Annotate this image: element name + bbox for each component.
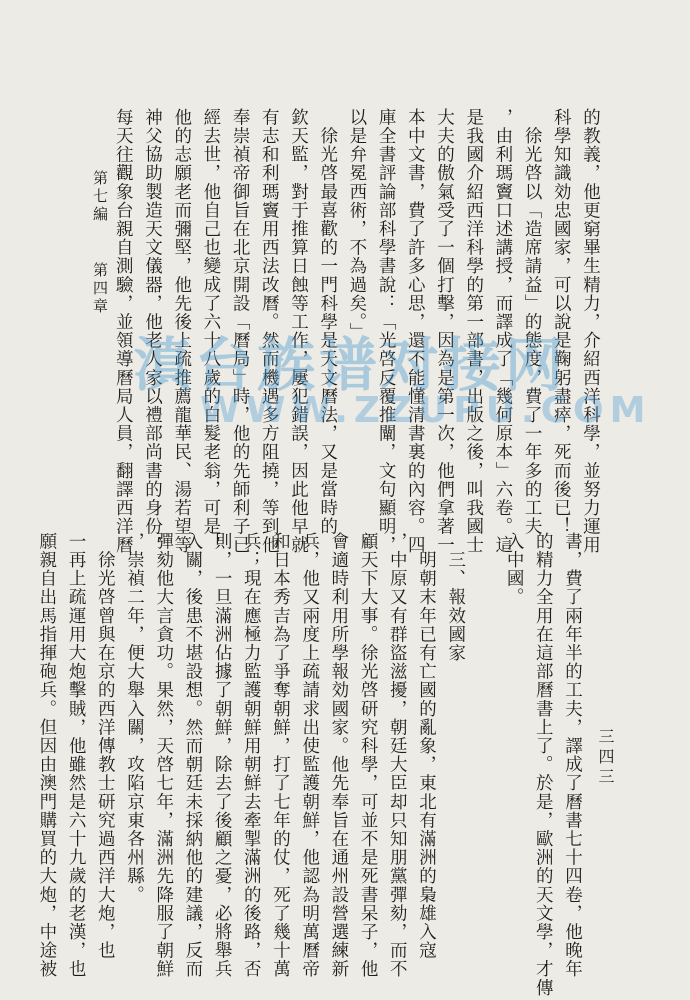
text-column: 的教義，他更窮畢生精力，介紹西洋科學，並努力運用 [580, 108, 601, 555]
text-column: 明朝末年已有亡國的亂象，東北有滿洲的梟雄入寇 [416, 532, 437, 960]
text-column: 入中國。 [504, 532, 525, 607]
watermark-url: WWW.ZZUPU.COM [200, 390, 652, 431]
text-column: 的精力全用在這部曆書上了。於是，歐洲的天文學，才傳 [533, 532, 554, 997]
part-header: 第七編 [91, 170, 109, 224]
text-column: ，中原又有群盜滋擾，朝廷大臣却只知朋黨彈劾，而不 [387, 532, 408, 979]
text-column: 庫全書評論部科學書說：「光啓反覆推闡，文句顯明， [376, 108, 397, 555]
watermark-text: 滇台族谱对接网 [132, 331, 567, 399]
text-column: 徐光啓最喜歡的一門科學是天文曆法，又是當時的 [317, 108, 338, 536]
text-column: 會適時利用所學報効國家。他先奉旨在通州設營選練新 [328, 532, 349, 979]
text-column: 是我國介紹西洋科學的第一部書，出版之後，叫我國士 [463, 108, 484, 555]
text-column: 他的志願老而彌堅，他先後上疏推薦龍華民、湯若望等 [171, 108, 192, 555]
chapter-header: 第四章 [91, 262, 109, 316]
text-column: ，崇禎二年，便大舉入關，攻陷京東各州縣。 [124, 532, 145, 904]
page-number: 三四三 [596, 728, 615, 788]
text-column: 本中文書，費了許多心思，還不能懂清書裏的內容。四 [405, 108, 426, 555]
text-column: 入關，後患不堪設想。然而朝廷未採納他的建議，反而 [182, 532, 203, 979]
text-column: 兵，他又兩度上疏請求出使監護朝鮮，他認為明萬曆帝 [299, 532, 320, 979]
text-column: 以是弁冕西術，不為過矣。」 [346, 108, 367, 342]
text-column: ，由利瑪竇口述講授，而譯成了「幾何原本」六卷。這 [492, 108, 513, 555]
text-column: 科學知識効忠國家，可以說是鞠躬盡瘁，死而後已！ [551, 108, 572, 536]
text-column: 願親自出馬指揮砲兵。但因由澳門購買的大炮，中途被 [36, 532, 57, 979]
text-column: 每天往觀象台親自測驗，並領導曆局人員，翻譯西洋曆 [113, 108, 134, 555]
text-column: 和日本秀吉為了爭奪朝鮮，打了七年的仗，死了幾十萬 [270, 532, 291, 979]
text-column: 欽天監，對于推算日蝕等工作，屢犯錯誤，因此他早就 [288, 108, 309, 555]
text-column: 彈劾他大言貪功。果然，天啓七年，滿洲先降服了朝鮮 [153, 532, 174, 979]
text-column: 經去世，他自己也變成了六十八歲的白髮老翁，可是， [200, 108, 221, 555]
text-column: 則，一旦滿洲佔據了朝鮮，除去了後顧之憂，必將舉兵 [212, 532, 233, 979]
text-column: 徐光啓以「造席請益」的態度，費了一年多的工夫 [522, 108, 543, 536]
text-column: 奉崇禎帝御旨在北京開設「曆局」時，他的先師利子已 [230, 108, 251, 555]
text-column: 兵；現在應極力監護朝鮮用朝鮮去牽掣滿洲的後路，否 [241, 532, 262, 979]
text-column: 三、報效國家 [445, 532, 466, 663]
text-column: 大夫的傲氣受了一個打擊，因為是第一次，他們拿著一 [434, 108, 455, 555]
text-column: 有志和利瑪竇用西法改曆。然而機遇多方阻撓，等到他 [259, 108, 280, 555]
text-column: 顧天下大事。徐光啓研究科學，可並不是死書呆子，他 [358, 532, 379, 979]
text-column: 一再上疏運用大炮擊賊，他雖然是六十九歲的老漢，也 [66, 532, 87, 979]
text-column: 神父協助製造天文儀器，他老人家以禮部尚書的身份， [142, 108, 163, 555]
text-column: 徐光啓曾與在京的西洋傳教士研究過西洋大炮，也 [95, 532, 116, 960]
text-column: 書，費了兩年半的工夫，譯成了曆書七十四卷，他晚年 [562, 532, 583, 979]
